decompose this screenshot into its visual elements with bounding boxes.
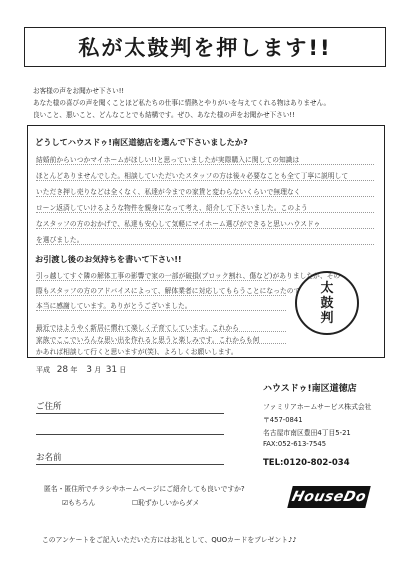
- corp-name: ファミリアホームサービス株式会社: [263, 403, 372, 411]
- company-tel: TEL:0120-802-034: [263, 458, 350, 468]
- answer-1-line: いただき押し売りなどは全くなく、私達が今までの家賃と変わらないくらいで無理なく: [36, 188, 301, 196]
- intro-line-3: 良いこと、悪いこと、どんなことでも結構です。ぜひ、あなた様の声をお聞かせ下さい!!: [33, 111, 295, 119]
- ruled-line: [36, 164, 374, 165]
- intro-line-2: あなた様の喜びの声を聞くことほど私たちの仕事に情熱とやりがいを与えてくれる物はありません。: [33, 99, 331, 107]
- date-month-unit: 月: [94, 366, 102, 374]
- ruled-line: [36, 196, 374, 197]
- checkbox-empty-icon[interactable]: ☐: [132, 499, 139, 507]
- ruled-line: [36, 310, 286, 311]
- ruled-line: [36, 212, 374, 213]
- answer-2-line: 家族でここでいろんな思い出を作れると思うと楽しみです。これからも何: [36, 336, 260, 344]
- title-box: [24, 27, 386, 67]
- ruled-line: [36, 280, 286, 281]
- question-2: お引渡し後のお気持ちを書いて下さい!!: [35, 254, 182, 264]
- stamp-char: 鼓: [320, 295, 334, 311]
- company-address: 名古屋市南区豊田4丁目5-21: [263, 429, 351, 437]
- postal-code: 〒457-0841: [263, 416, 303, 424]
- company-fax: FAX:052-613-7545: [263, 440, 327, 448]
- date-field: [36, 365, 126, 375]
- address-line[interactable]: [36, 413, 224, 414]
- ruled-line: [36, 244, 374, 245]
- checkbox-checked-icon[interactable]: ☑: [62, 499, 69, 507]
- answer-1-line: 結婚前からいつかマイホームがほしい!!と思っていましたが実際購入に関しての知識は: [36, 156, 300, 164]
- logo-text: HouseDo: [290, 489, 368, 505]
- date-day-unit: 日: [119, 366, 127, 374]
- permission-question: 匿名・匿住所でチラシやホームページにご紹介しても良いですか?: [44, 485, 245, 493]
- date-month[interactable]: 3: [86, 365, 93, 375]
- option-yes[interactable]: [62, 497, 95, 507]
- name-line[interactable]: [36, 464, 224, 465]
- ruled-line: [36, 295, 286, 296]
- answer-2-line: かあれば相談して行くと思いますが(笑)、よろしくお願いします。: [36, 348, 238, 356]
- stamp-char: 判: [320, 310, 334, 326]
- date-era: 平成: [36, 366, 50, 374]
- ruled-line: [36, 180, 374, 181]
- approval-stamp: [295, 271, 359, 335]
- footer-note: このアンケートをご記入いただいた方にはお礼として、QUOカードをプレゼント♪♪: [42, 536, 297, 544]
- ruled-line: [36, 343, 286, 344]
- date-year-unit: 年: [70, 366, 78, 374]
- option-yes-label: もちろん: [68, 499, 96, 507]
- date-year[interactable]: 28: [56, 365, 69, 375]
- question-1: どうしてハウスドゥ!南区道徳店を選んで下さいましたか?: [35, 137, 248, 147]
- answer-1-line: を選びました。: [36, 236, 84, 244]
- ruled-line: [36, 228, 374, 229]
- date-day[interactable]: 31: [105, 365, 118, 375]
- answer-2-line: 最近ではようやく新居に慣れて楽しく子育てしています。これから: [36, 324, 240, 332]
- address-label: ご住所: [36, 402, 62, 412]
- answer-1-line: ローン返済していけるような物件を親身になって考え、紹介して下さいました。このよう: [36, 204, 308, 212]
- intro-line-1: お客様の声をお聞かせ下さい!!: [33, 87, 125, 95]
- option-no[interactable]: [132, 497, 199, 507]
- ruled-line: [36, 331, 286, 332]
- answer-2-line: 際もスタッフの方のアドバイスによって、解体業者に対応してもらうことになったので: [36, 287, 301, 295]
- answer-1-line: なスタッフの方のおかげで、私達も安心して気軽にマイホーム選びができると思いハウスドゥ: [36, 220, 321, 228]
- answer-1-line: ほとんどありませんでした。相談していただいたスタッフの方は後々必要なことも全て丁寧に説明して: [36, 172, 349, 180]
- stamp-char: 太: [320, 280, 334, 296]
- answer-2-line: 引っ越してすぐ隣の解体工事の影響で家の一部が破損(ブロック割れ、傷など)がありましたが、その: [36, 272, 341, 280]
- answer-2-line: 本当に感謝しています。ありがとうございました。: [36, 302, 192, 310]
- option-no-label: 恥ずかしいからダメ: [138, 499, 200, 507]
- housedo-logo: [287, 486, 370, 508]
- page-title: 私が太鼓判を押します!!: [78, 36, 332, 60]
- name-label: お名前: [36, 453, 62, 463]
- shop-name: ハウスドゥ!南区道徳店: [263, 384, 357, 394]
- address-line-2[interactable]: [36, 434, 224, 435]
